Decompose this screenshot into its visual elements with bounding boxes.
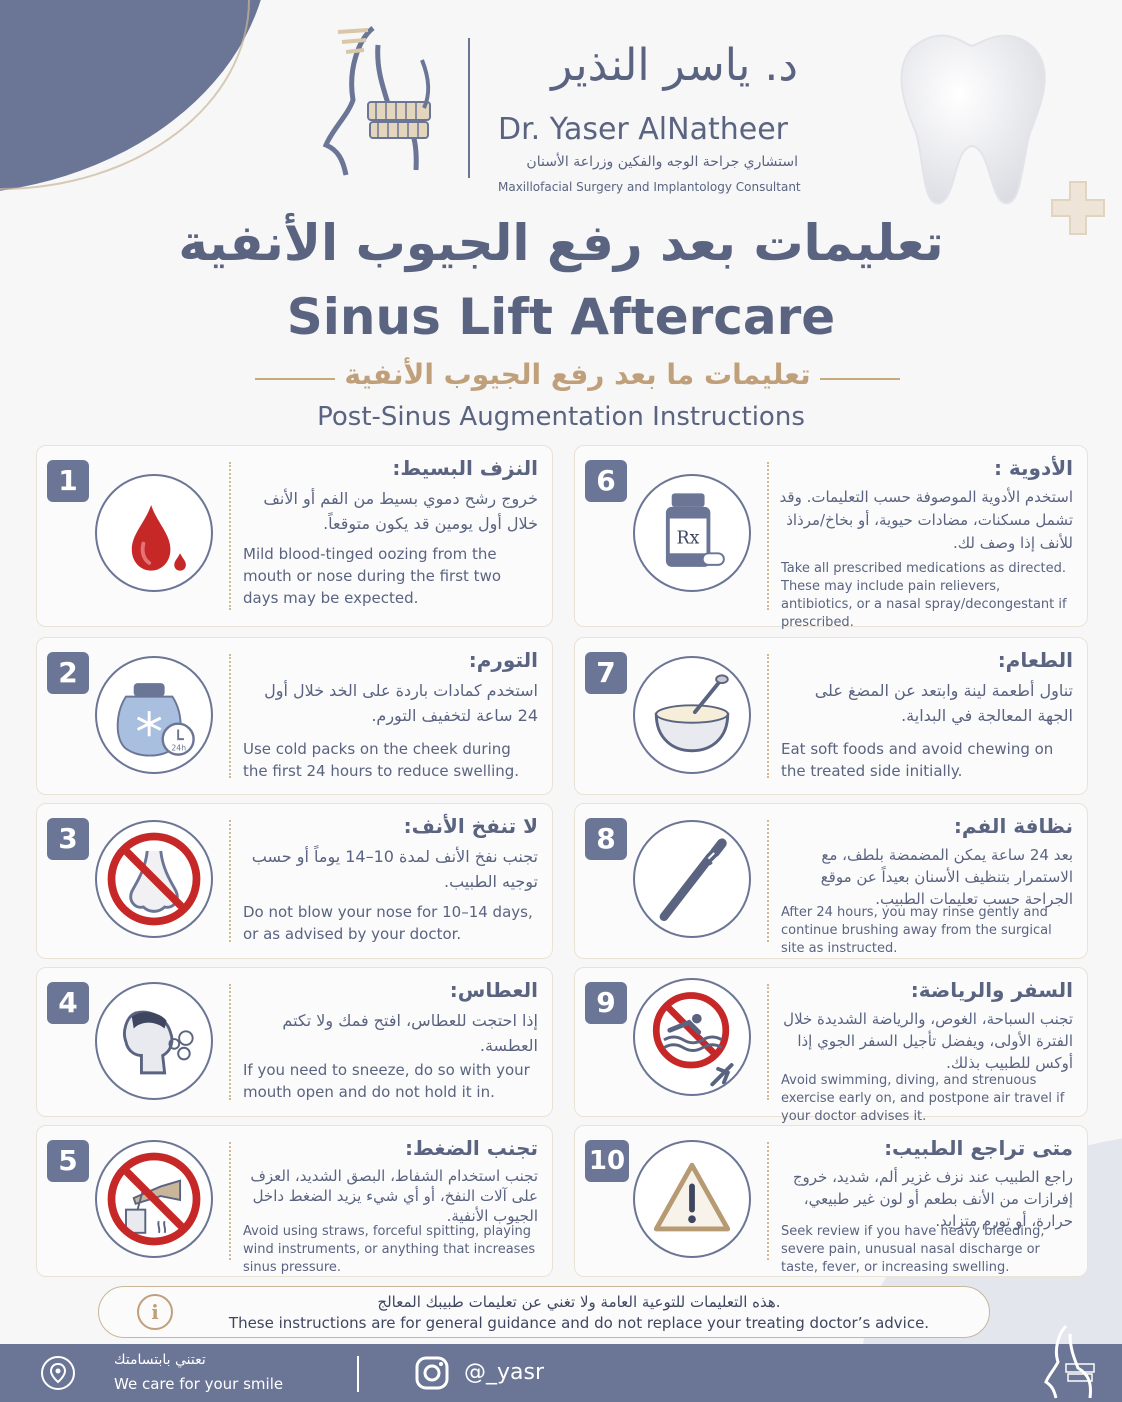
card-body-en: Use cold packs on the cheek during the first 24 hours to reduce swelling. [243,740,520,780]
instruction-card-1 [36,445,553,627]
footer [0,1344,1122,1402]
tagline-ar: تعتني بابتسامتك [114,1352,206,1368]
card-number: 4 [47,982,89,1024]
card-divider [767,820,769,942]
card-body-ar: خروج رشح دموي بسيط من الفم أو الأنف خلال أول يومين قد يكون متوقعاً. [263,489,538,533]
face-profile-logo-small-icon [1040,1320,1100,1400]
card-title-ar: لا تنفخ الأنف: [403,814,538,838]
corner-line-decoration [0,0,250,190]
instruction-card-9 [574,967,1088,1124]
subtitle-rule-right [820,378,900,380]
card-number: 7 [585,652,627,694]
location-pin-icon[interactable] [40,1355,76,1391]
card-body-ar: تجنب السباحة، الغوص، والرياضة الشديدة خلال الفترة الأولى، ويفضل تأجيل السفر الجوي إذا أوكس للطبيب بذلك. [783,1010,1073,1072]
medicine-bottle-icon [633,474,751,592]
card-body-en: Take all prescribed medications as directed. These may include pain relievers, antibiotics, or a nasal spray/decongestant if prescribed. [781,561,1067,630]
subtitle-en: Post-Sinus Augmentation Instructions [317,402,805,432]
card-title-ar: الطعام: [997,648,1073,672]
no-pressure-icon [95,1140,213,1258]
header-divider [468,38,470,178]
main-title-en: Sinus Lift Aftercare [286,288,836,346]
doctor-name-ar: د. ياسر النذير [551,40,798,91]
card-body-ar: بعد 24 ساعة يمكن المضمضة بلطف، مع الاستمرار بتنظيف الأسنان بعيداً عن موقع الجراحة حسب تعليمات الطبيب. [820,846,1073,908]
card-title-ar: متى تراجع الطبيب: [884,1136,1073,1160]
card-number: 10 [585,1140,629,1182]
card-body-en: Avoid using straws, forceful spitting, playing wind instruments, or anything that increases sinus pressure. [243,1224,536,1275]
cold-pack-badge: 24h [171,743,187,753]
no-swimming-airplane-icon [633,978,751,1096]
tagline-en: We care for your smile [114,1375,284,1393]
disclaimer-ar: هذه التعليمات للتوعية العامة ولا تغني عن تعليمات طبيبك المعالج. [377,1293,781,1311]
card-divider [767,654,769,778]
card-divider [229,1142,231,1260]
card-body-en: After 24 hours, you may rinse gently and continue brushing away from the surgical site as instructed. [781,905,1052,956]
footer-divider [357,1356,359,1392]
card-body-en: Eat soft foods and avoid chewing on the treated side initially. [781,740,1054,780]
card-body-en: Avoid swimming, diving, and strenuous exercise early on, and postpone air travel if your doctor advises it. [781,1073,1065,1124]
card-body-ar: تناول أطعمة لينة وابتعد عن المضغ على الجهة المعالجة في البداية. [814,681,1073,725]
doctor-name-en: Dr. Yaser AlNatheer [498,112,788,147]
rx-label: Rx [676,528,700,549]
card-number: 5 [47,1140,89,1182]
card-body-en: Do not blow your nose for 10–14 days, or as advised by your doctor. [243,903,533,943]
instruction-card-3 [36,803,553,959]
card-divider [767,462,769,610]
instruction-card-7 [574,637,1088,795]
tooth-icon [872,18,1072,218]
instruction-card-4 [36,967,553,1117]
card-divider [229,462,231,610]
card-number: 9 [585,982,627,1024]
toothbrush-icon [633,820,751,938]
instruction-card-5 [36,1125,553,1277]
card-number: 2 [47,652,89,694]
main-title-ar: تعليمات بعد رفع الجيوب الأنفية [178,214,944,272]
card-title-ar: العطاس: [449,978,538,1002]
doctor-role-ar: استشاري جراحة الوجه والفكين وزراعة الأسنان [526,154,798,170]
card-title-ar: السفر والرياضة: [910,978,1073,1002]
instagram-icon[interactable] [414,1355,450,1391]
card-number: 3 [47,818,89,860]
face-profile-logo-icon [318,20,443,190]
card-number: 6 [585,460,627,502]
card-title-ar: التورم: [468,648,538,672]
subtitle-ar: تعليمات ما بعد رفع الجيوب الأنفية [344,358,811,391]
info-icon: i [137,1294,173,1330]
cold-pack-icon [95,656,213,774]
card-body-en: Mild blood-tinged oozing from the mouth or nose during the first two days may be expected. [243,545,502,607]
no-nose-blowing-icon [95,820,213,938]
warning-triangle-icon [633,1140,751,1258]
card-body-en: Seek review if you have heavy bleeding, severe pain, unusual nasal discharge or taste, fever, or increasing swelling. [781,1224,1045,1275]
clinic-header [318,20,818,194]
card-body-ar: استخدم الأدوية الموصوفة حسب التعليمات. وقد تشمل مسكنات، مضادات حيوية، أو بخاخ/مرذاذ للأنف إذا وصف لك. [779,488,1073,552]
instruction-card-2 [36,637,553,795]
card-body-ar: تجنب نفخ الأنف لمدة 10–14 يوماً أو حسب توجيه الطبيب. [251,847,538,891]
card-title-ar: نظافة الفم: [953,814,1073,838]
card-divider [229,654,231,778]
doctor-role-en: Maxillofacial Surgery and Implantology Consultant [498,180,801,194]
soft-food-bowl-icon [633,656,751,774]
card-body-en: If you need to sneeze, do so with your mouth open and do not hold it in. [243,1061,530,1101]
sneeze-icon [95,982,213,1100]
instagram-handle[interactable]: @_yasr [464,1360,545,1385]
card-divider [767,984,769,1100]
card-body-ar: تجنب استخدام الشفاط، البصق الشديد، العزف على آلات النفخ، أو أي شيء يزيد الضغط داخل الجيوب الأنفية. [250,1167,538,1225]
blood-drop-icon [95,474,213,592]
instruction-card-10 [574,1125,1088,1277]
card-title-ar: الأدوية : [993,456,1073,480]
card-body-ar: إذا احتجت للعطاس، افتح فمك ولا تكتم العطسة. [282,1011,538,1055]
card-divider [229,820,231,942]
instruction-card-6 [574,445,1088,630]
card-number: 8 [585,818,627,860]
card-number: 1 [47,460,89,502]
card-title-ar: تجنب الضغط: [405,1136,538,1160]
disclaimer-notice [98,1286,990,1338]
card-body-ar: راجع الطبيب عند نزف غزير ألم، شديد، خروج إفرازات من الأنف بطعم أو لون غير طبيعي، حرارة، أو تورم متزايد. [792,1168,1073,1230]
card-divider [229,984,231,1100]
card-body-ar: استخدم كمادات باردة على الخد خلال أول 24 ساعة لتخفيف التورم. [264,681,538,725]
card-divider [767,1142,769,1260]
instruction-card-8 [574,803,1088,959]
disclaimer-en: These instructions are for general guidance and do not replace your treating doctor’s advice. [228,1314,930,1332]
subtitle-row [255,358,900,398]
card-title-ar: النزف البسيط: [392,456,538,480]
